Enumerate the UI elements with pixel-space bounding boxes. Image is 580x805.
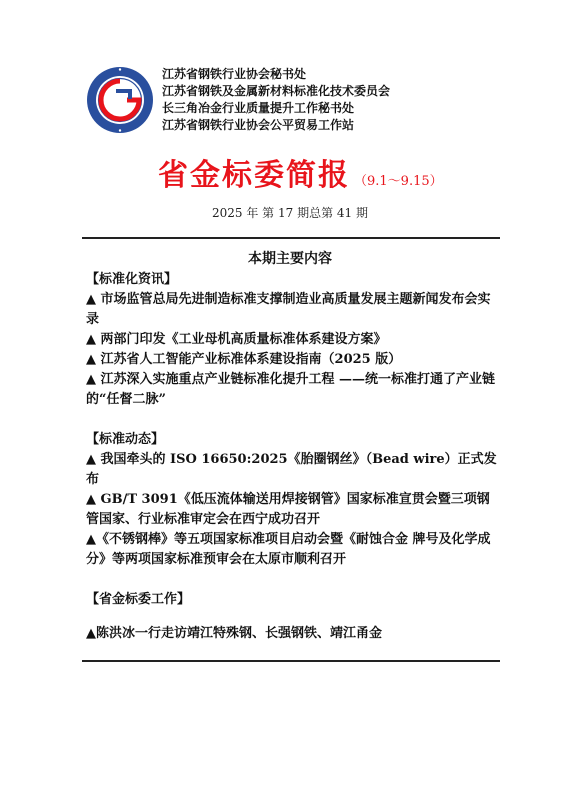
contents-item[interactable]: ▲ 我国牵头的 ISO 16650:2025《胎圈钢丝》（Bead wire）正式发布 — [86, 452, 497, 487]
issue-number: 2025 年 第 17 期总第 41 期 — [212, 206, 368, 220]
organization-name: 长三角冶金行业质量提升工作秘书处 — [162, 101, 355, 115]
contents-item[interactable]: ▲ 两部门印发《工业母机高质量标准体系建设方案》 — [86, 332, 387, 347]
bulletin-title: 省金标委简报 — [158, 158, 350, 193]
bottom-divider — [82, 660, 500, 662]
section-heading: 【标准动态】 — [86, 432, 165, 447]
contents-item[interactable]: ▲ 江苏省人工智能产业标准体系建设指南（2025 版） — [86, 352, 402, 367]
contents-item[interactable]: ▲《不锈钢棒》等五项国家标准项目启动会暨《耐蚀合金 牌号及化学成分》等两项国家标准预审会在太原市顺利召开 — [86, 532, 491, 567]
contents-title: 本期主要内容 — [248, 251, 332, 267]
section-heading: 【省金标委工作】 — [86, 592, 191, 607]
organization-list — [162, 66, 390, 134]
association-logo — [86, 66, 154, 134]
section-heading: 【标准化资讯】 — [86, 272, 178, 287]
masthead — [158, 150, 443, 194]
contents-item[interactable]: ▲ 江苏深入实施重点产业链标准化提升工程 ——统一标准打通了产业链的“任督二脉” — [86, 372, 496, 407]
contents-item[interactable]: ▲陈洪冰一行走访靖江特殊钢、长强钢铁、靖江甬金 — [86, 626, 382, 641]
top-divider — [82, 237, 500, 239]
contents-item[interactable]: ▲ 市场监管总局先进制造标准支撑制造业高质量发展主题新闻发布会实录 — [86, 292, 491, 327]
organization-name: 江苏省钢铁及金属新材料标准化技术委员会 — [162, 84, 391, 98]
contents-list — [86, 270, 498, 644]
organization-name: 江苏省钢铁行业协会公平贸易工作站 — [162, 118, 355, 132]
organization-name: 江苏省钢铁行业协会秘书处 — [162, 67, 307, 81]
date-range: （9.1～9.15） — [354, 174, 443, 189]
contents-item[interactable]: ▲ GB/T 3091《低压流体输送用焊接钢管》国家标准宣贯会暨三项钢管国家、行业标准审定会在西宁成功召开 — [86, 492, 490, 527]
